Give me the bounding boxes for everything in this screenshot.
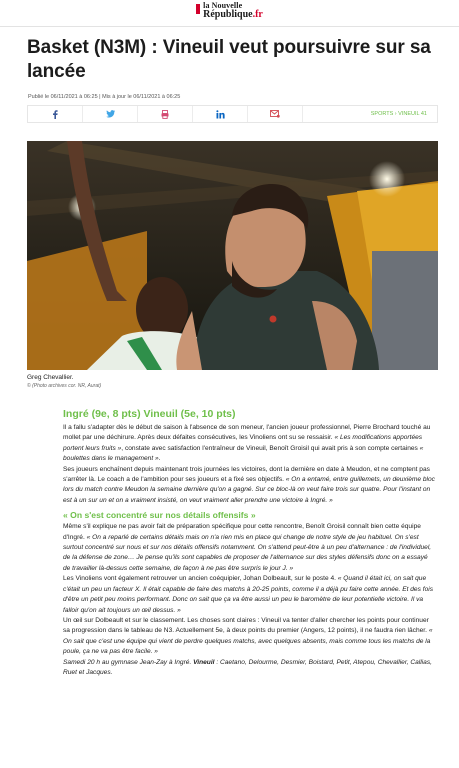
twitter-icon <box>106 110 115 118</box>
photo-credit: © (Photo archives cor. NR, Aurat) <box>27 383 102 389</box>
paragraph-1: Il a fallu s'adapter dès le début de saison à l'absence de son meneur, l'ancien joueur professionnel, Pierre Brochard touché au mollet par une déchirure. Après deux défaites consécutives, les Vinoliens ont su se ressaisir. « Les modifications apportées portent leurs fruits », constate avec satisfaction l'entraîneur de Vineuil, Benoît Groisil qui avait pris à son compte certaines « boulettes dans le management ». <box>63 424 431 463</box>
share-email-button[interactable] <box>248 106 303 122</box>
logo-tld: .fr <box>252 9 263 20</box>
masthead-divider <box>0 26 459 27</box>
quote-subhead: « On s'est concentré sur nos détails offensifs » <box>63 510 256 521</box>
publication-dates: Publié le 06/11/2021 à 06:25 | Mis à jour le 06/11/2021 à 06:25 <box>28 94 181 100</box>
print-icon <box>161 110 169 119</box>
logo-bottom-text: République <box>203 9 253 20</box>
logo-mark-icon <box>196 4 200 14</box>
site-logo[interactable] <box>196 2 263 20</box>
facebook-icon <box>51 110 59 119</box>
breadcrumb[interactable]: SPORTS › VINEUIL 41 <box>370 111 427 117</box>
email-icon <box>270 110 280 118</box>
logo-top-text: la Nouvelle <box>203 1 243 10</box>
paragraph-2: Ses joueurs enchaînent depuis maintenant trois journées les victoires, dont la dernière en date à Meudon, et ne comptent pas s'arrêter là. Le coach a de l'ambition pour ses joueurs et a fixé ses objectifs. « On a entamé, entre guillemets, un deuxième bloc lors du match contre Meudon la semaine dernière qu'on a gagné. Sur ce bloc-là on veut faire trois sur quatre. Pour l'instant on est à un sur un et on a vraiment insisté, on veut vraiment aller prendre une victoire à Ingré. » <box>63 465 435 504</box>
score-subhead: Ingré (9e, 8 pts) Vineuil (5e, 10 pts) <box>63 408 236 420</box>
photo-caption: Greg Chevallier. <box>27 374 74 381</box>
paragraph-6-lineup: Samedi 20 h au gymnase Jean-Zay à Ingré. Vineuil : Caetano, Delourme, Desmier, Boistard, Petit, Atepou, Chevallier, Callias, Ruet et Jacques. <box>63 658 432 676</box>
share-facebook-button[interactable] <box>28 106 83 122</box>
article-photo <box>27 141 438 370</box>
share-twitter-button[interactable] <box>83 106 138 122</box>
paragraph-3: Même s'il explique ne pas avoir fait de préparation spécifique pour cette rencontre, Benoît Groisil connaît bien cette équipe d'Ingré. « On a reparlé de certains détails mais on n'a rien mis en place qui change de notre style de jeu habituel. On s'est surtout concentré sur nous et sur nos détails offensifs notamment. On s'attend peut-être à un peu d'alternance : de l'individuel, de la défense de zone… Je pense qu'ils sont capables de proposer de l'alternance sur des styles défensifs donc on a essayé de travailler là-dessus cette semaine, de façon à ne pas être surpris le jour J. » <box>63 523 432 572</box>
article-title: Basket (N3M) : Vineuil veut poursuivre sur sa lancée <box>27 37 431 82</box>
masthead[interactable] <box>0 2 459 20</box>
paragraph-5: Un œil sur Dolbeault et sur le classement. Les choses sont claires : Vineuil va tenter d'aller chercher les points pour continuer sa progression dans le tableau de N3. Actuellement 5e, à deux points du premier (Angers, 12 points), il ne faudra rien lâcher. « On sait que c'est une équipe qui vient de perdre quelques matchs, avec quelques absents, mais comme tous les matchs de la poule, ça ne va pas être facile. » <box>63 616 433 656</box>
paragraph-4: Les Vinoliens vont également retrouver un ancien coéquipier, Johan Dolbeault, sur le poste 4. « Quand il était ici, on sait que c'était un peu un facteur X. Il était capable de faire des matchs à 20-25 points, comme il a déjà pu faire cette année. Et des fois d'être un petit peu moins performant. Donc on sait que ça va être aussi un peu le baromètre de leur potentielle victoire. Il va falloir qu'on ait toujours un œil dessus. » <box>63 575 433 614</box>
share-print-button[interactable] <box>138 106 193 122</box>
article-body <box>63 408 435 678</box>
share-linkedin-button[interactable] <box>193 106 248 122</box>
linkedin-icon <box>216 110 225 119</box>
share-bar <box>27 105 438 123</box>
